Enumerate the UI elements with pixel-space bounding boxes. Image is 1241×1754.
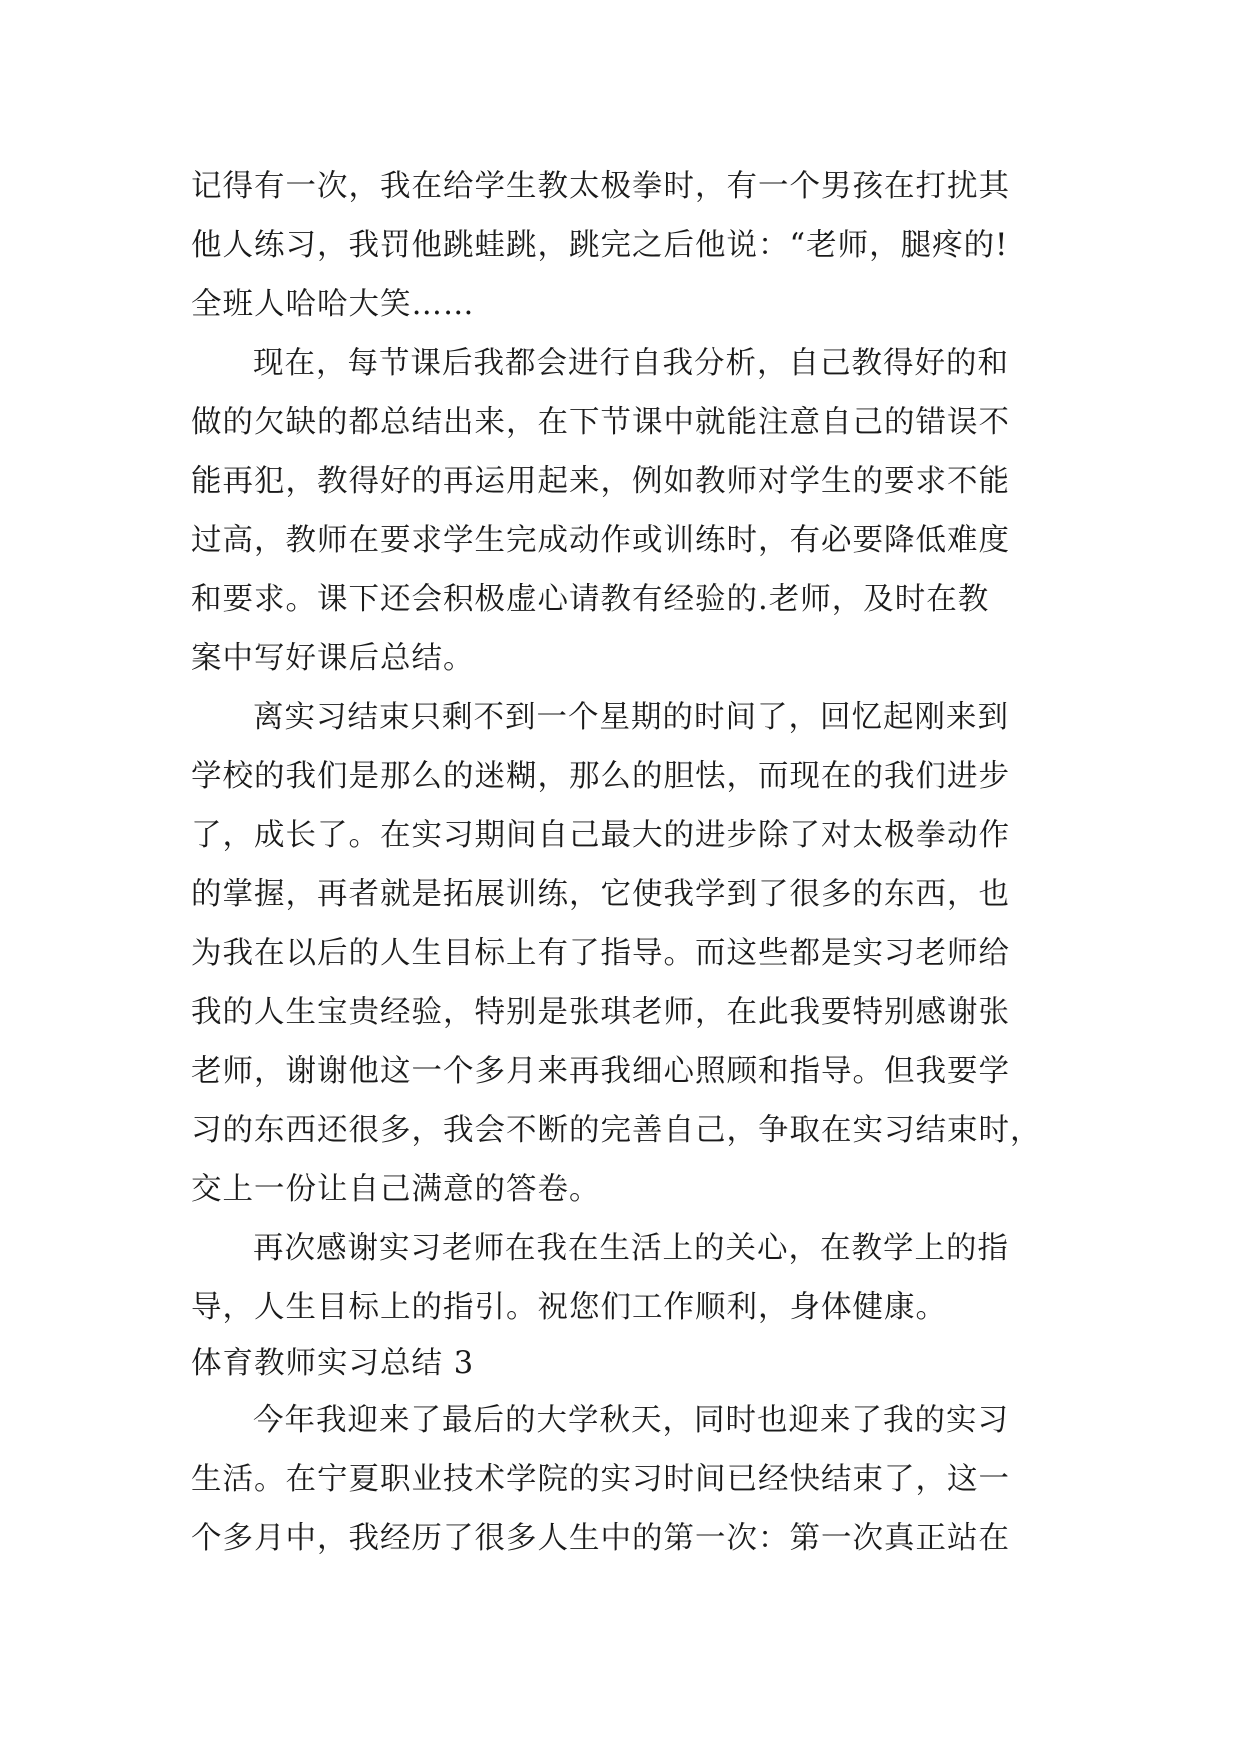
paragraph-first-line: 再次感谢实习老师在我在生活上的关心，在教学上的指: [253, 1231, 1009, 1266]
text-line: 生活。在宁夏职业技术学院的实习时间已经快结束了，这一: [191, 1462, 1010, 1497]
paragraph-first-line: 离实习结束只剩不到一个星期的时间了，回忆起刚来到: [253, 700, 1009, 735]
text-line: 能再犯，教得好的再运用起来，例如教师对学生的要求不能: [191, 464, 1010, 499]
text-line: 为我在以后的人生目标上有了指导。而这些都是实习老师给: [191, 936, 1010, 971]
section-heading: 体育教师实习总结 3: [191, 1346, 475, 1381]
text-line: 习的东西还很多，我会不断的完善自己，争取在实习结束时，: [191, 1113, 1042, 1148]
text-line: 做的欠缺的都总结出来，在下节课中就能注意自己的错误不: [191, 405, 1010, 440]
text-line: 交上一份让自己满意的答卷。: [191, 1172, 601, 1207]
text-line: 记得有一次，我在给学生教太极拳时，有一个男孩在打扰其: [191, 169, 1010, 204]
text-line: 他人练习，我罚他跳蛙跳，跳完之后他说：“老师，腿疼的!: [191, 228, 1009, 263]
text-line: 案中写好课后总结。: [191, 641, 475, 676]
text-line: 导，人生目标上的指引。祝您们工作顺利，身体健康。: [191, 1290, 947, 1325]
text-line: 我的人生宝贵经验，特别是张琪老师，在此我要特别感谢张: [191, 995, 1010, 1030]
paragraph-first-line: 现在，每节课后我都会进行自我分析，自己教得好的和: [253, 346, 1009, 381]
text-line: 的掌握，再者就是拓展训练，它使我学到了很多的东西，也: [191, 877, 1010, 912]
text-line: 学校的我们是那么的迷糊，那么的胆怯，而现在的我们进步: [191, 759, 1010, 794]
text-line: 了，成长了。在实习期间自己最大的进步除了对太极拳动作: [191, 818, 1010, 853]
paragraph-first-line: 今年我迎来了最后的大学秋天，同时也迎来了我的实习: [253, 1403, 1009, 1438]
text-line: 过高，教师在要求学生完成动作或训练时，有必要降低难度: [191, 523, 1010, 558]
text-line: 个多月中，我经历了很多人生中的第一次：第一次真正站在: [191, 1521, 1010, 1556]
text-line: 和要求。课下还会积极虚心请教有经验的.老师，及时在教: [191, 582, 990, 617]
text-line: 全班人哈哈大笑……: [191, 287, 475, 322]
text-line: 老师，谢谢他这一个多月来再我细心照顾和指导。但我要学: [191, 1054, 1010, 1089]
